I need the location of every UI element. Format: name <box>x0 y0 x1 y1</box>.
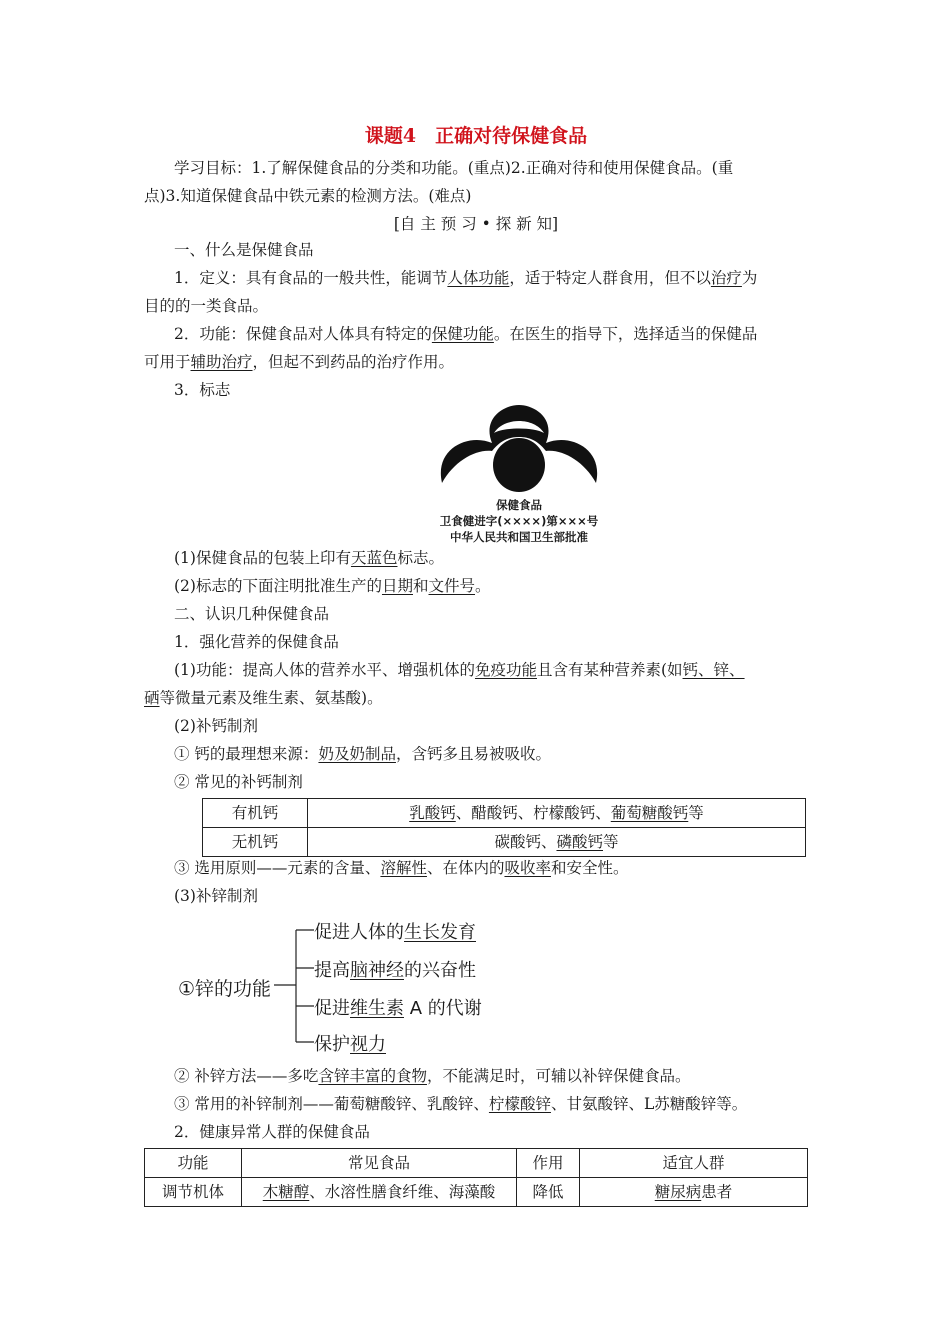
table-cell <box>308 828 806 857</box>
calcium-principle <box>174 858 629 878</box>
text: 。 <box>475 577 491 595</box>
text: (2)标志的下面注明批准生产的 <box>174 577 382 595</box>
calcium-heading: (2)补钙制剂 <box>174 717 258 735</box>
answer-blank: 木糖醇 <box>262 1183 310 1201</box>
answer-blank: 硒 <box>144 689 160 707</box>
subheading-nutrition: 1．强化营养的保健食品 <box>174 633 339 651</box>
zinc-function-1 <box>314 918 476 944</box>
text: 。在医生的指导下，选择适当的保健品 <box>493 325 758 343</box>
answer-blank: 溶解性 <box>380 859 427 877</box>
answer-blank: 辅助治疗 <box>190 353 253 371</box>
answer-blank: 吸收率 <box>504 859 551 877</box>
table-row <box>145 1178 808 1207</box>
table-cell <box>580 1178 808 1207</box>
text: 等 <box>603 833 619 851</box>
answer-blank: 人体功能 <box>447 269 510 287</box>
answer-blank: 乳酸钙 <box>409 804 456 822</box>
answer-blank: 日期 <box>381 577 413 595</box>
table-row <box>203 799 806 828</box>
health-food-logo <box>434 403 604 545</box>
text: 2．功能：保健食品对人体具有特定的 <box>174 325 432 343</box>
nutrition-function-line-2 <box>144 688 383 708</box>
section-header: [自 主 预 习 • 探 新 知] <box>393 215 559 233</box>
heading-what-is: 一、什么是保健食品 <box>174 241 314 259</box>
text: 等 <box>688 804 704 822</box>
text: 且含有某种营养素(如 <box>536 661 683 679</box>
answer-blank: 含锌丰富的食物 <box>318 1067 427 1085</box>
table-header-cell: 功能 <box>145 1149 242 1178</box>
answer-blank: 视力 <box>350 1034 386 1055</box>
text: 保护 <box>314 1034 350 1055</box>
text: ③ 选用原则——元素的含量、 <box>174 859 381 877</box>
zinc-function-label: ①锌的功能 <box>178 978 272 1000</box>
text: 和 <box>412 577 429 595</box>
table-cell: 有机钙 <box>203 799 308 828</box>
text: 患者 <box>701 1183 733 1201</box>
logo-caption-3: 中华人民共和国卫生部批准 <box>450 530 588 544</box>
text: 促进人体的 <box>314 922 404 943</box>
text: ，适于特定人群食用，但不以 <box>509 269 711 287</box>
function-line-2 <box>144 352 454 372</box>
table-header-cell: 作用 <box>517 1149 580 1178</box>
text: 、醋酸钙、柠檬酸钙、 <box>455 804 611 822</box>
heading-types: 二、认识几种保健食品 <box>174 605 330 623</box>
zinc-heading: (3)补锌制剂 <box>174 887 258 905</box>
table-row <box>145 1149 808 1178</box>
answer-blank: 糖尿病 <box>654 1183 702 1201</box>
table-cell <box>242 1178 517 1207</box>
function-line-1 <box>174 324 757 344</box>
zinc-preparations <box>174 1094 747 1114</box>
answer-blank: 磷酸钙 <box>556 833 603 851</box>
text: (1)功能：提高人体的营养水平、增强机体的 <box>174 661 475 679</box>
answer-blank: 天蓝色 <box>350 549 398 567</box>
blue-hat-logo-icon <box>434 403 604 493</box>
text: 和安全性。 <box>550 859 629 877</box>
subheading-abnormal: 2．健康异常人群的保健食品 <box>174 1123 370 1141</box>
text: 可用于 <box>144 353 191 371</box>
text: 标志。 <box>397 549 444 567</box>
text: ，但起不到药品的治疗作用。 <box>252 353 455 371</box>
table-cell: 降低 <box>517 1178 580 1207</box>
mark-heading: 3．标志 <box>174 381 231 399</box>
calcium-common: ② 常见的补钙制剂 <box>174 773 303 791</box>
text: 、水溶性膳食纤维、海藻酸 <box>309 1183 496 1201</box>
text: (1)保健食品的包装上印有 <box>174 549 351 567</box>
answer-blank: 柠檬酸锌 <box>488 1095 551 1113</box>
text: ① 钙的最理想来源： <box>174 745 319 763</box>
page-title: 课题4 正确对待保健食品 <box>364 125 588 147</box>
text: ③ 常用的补锌制剂——葡萄糖酸锌、乳酸锌、 <box>174 1095 489 1113</box>
text: 等微量元素及维生素、氨基酸)。 <box>159 689 383 707</box>
text: 、甘氨酸锌、L苏糖酸锌等。 <box>550 1095 748 1113</box>
answer-blank: 文件号 <box>428 577 476 595</box>
definition-line-2: 目的的一类食品。 <box>144 297 269 315</box>
text: ，含钙多且易被吸收。 <box>395 745 551 763</box>
mark-item-1 <box>174 548 444 568</box>
logo-caption-2: 卫食健进字(××××)第×××号 <box>439 514 599 528</box>
zinc-method <box>174 1066 690 1086</box>
answer-blank: 生长发育 <box>404 922 476 943</box>
logo-caption-1: 保健食品 <box>496 498 542 512</box>
definition-line-1 <box>174 268 757 288</box>
calcium-source <box>174 744 551 764</box>
table-cell: 调节机体 <box>145 1178 242 1207</box>
objectives-line-2: 点)3.知道保健食品中铁元素的检测方法。(难点) <box>144 187 472 205</box>
mark-item-2 <box>174 576 491 596</box>
brace-lines-icon <box>272 918 318 1048</box>
zinc-function-2 <box>314 956 476 982</box>
objectives-line-1: 学习目标：1.了解保健食品的分类和功能。(重点)2.正确对待和使用保健食品。(重 <box>174 159 734 177</box>
abnormal-health-table <box>144 1148 808 1207</box>
zinc-function-3 <box>314 994 482 1020</box>
text: ② 补锌方法——多吃 <box>174 1067 319 1085</box>
table-header-cell: 常见食品 <box>242 1149 517 1178</box>
text: 碳酸钙、 <box>494 833 557 851</box>
text: 1．定义：具有食品的一般共性，能调节 <box>174 269 448 287</box>
answer-blank: 脑神经 <box>350 960 404 981</box>
nutrition-function-line-1 <box>174 660 745 680</box>
table-cell <box>308 799 806 828</box>
table-row <box>203 828 806 857</box>
text: 提高 <box>314 960 350 981</box>
answer-blank: 葡萄糖酸钙 <box>610 804 689 822</box>
text: A 的代谢 <box>404 998 482 1019</box>
text: 的兴奋性 <box>404 960 476 981</box>
text: ，不能满足时，可辅以补锌保健食品。 <box>426 1067 691 1085</box>
answer-blank: 维生素 <box>350 998 404 1019</box>
answer-blank: 奶及奶制品 <box>318 745 396 763</box>
table-header-cell: 适宜人群 <box>580 1149 808 1178</box>
table-cell: 无机钙 <box>203 828 308 857</box>
answer-blank: 免疫功能 <box>474 661 537 679</box>
zinc-function-4 <box>314 1030 386 1056</box>
text: 促进 <box>314 998 350 1019</box>
answer-blank: 保健功能 <box>431 325 494 343</box>
text: 为 <box>741 269 758 287</box>
answer-blank: 钙、锌、 <box>682 661 745 679</box>
calcium-table <box>202 798 806 857</box>
text: 、在体内的 <box>426 859 505 877</box>
answer-blank: 治疗 <box>710 269 742 287</box>
